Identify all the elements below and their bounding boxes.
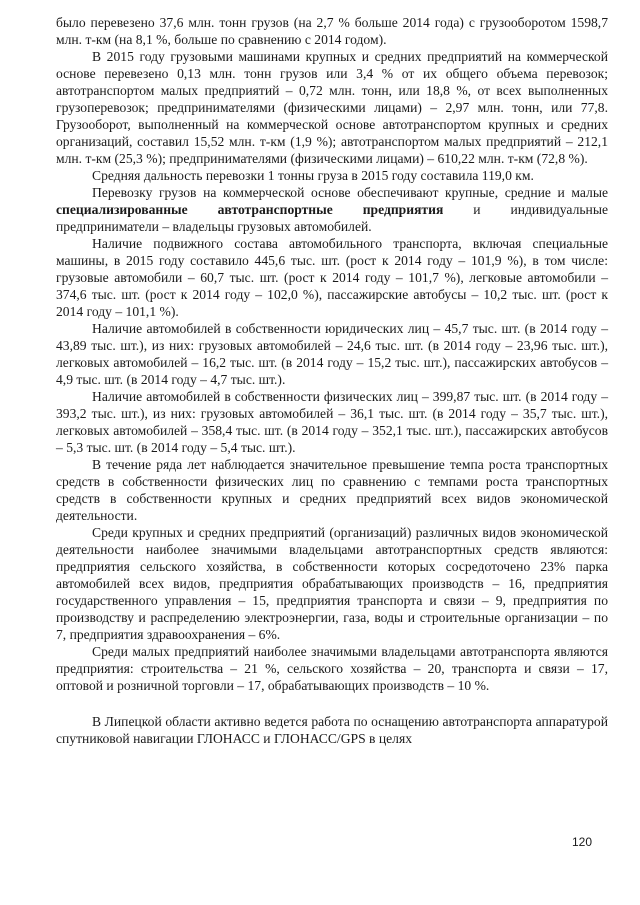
document-body [56,14,608,747]
paragraph: В 2015 году грузовыми машинами крупных и средних предприятий на коммерческой основе перевезено 0,13 млн. тонн грузов или 3,4 % от их общего объема перевозок; автотранспортом малых предприятий – 0,72 млн. тонн, или 18,8 %, от всех выполненных грузоперевозок; предпринимателями (физическими лицами) – 2,97 млн. тонн, или 77,8. Грузооборот, выполненный на коммерческой основе автотранспортом крупных и средних организаций, составил 15,52 млн. т-км (1,9 %); автотранспортом малых предприятий – 212,1 млн. т-км (25,3 %); предпринимателями (физическими лицами) – 610,22 млн. т-км (72,8 %). [56,49,608,166]
paragraph: Наличие автомобилей в собственности физических лиц – 399,87 тыс. шт. (в 2014 году – 393,2 тыс. шт.), из них: грузовых автомобилей – 36,1 тыс. шт. (в 2014 году – 35,7 тыс. шт.), легковых автомобилей – 358,4 тыс. шт. (в 2014 году – 352,1 тыс. шт.), пассажирских автобусов – 5,3 тыс. шт. (в 2014 году – 5,4 тыс. шт.). [56,389,608,455]
emphasized-term: специализированные автотранспортные предприятия [56,202,444,217]
page-number: 120 [572,835,593,849]
paragraph-text: Перевозку грузов на коммерческой основе обеспечивают крупные, средние и малые [92,185,608,200]
paragraph: Наличие автомобилей в собственности юридических лиц – 45,7 тыс. шт. (в 2014 году – 43,89 тыс. шт.), из них: грузовых автомобилей – 24,6 тыс. шт. (в 2014 году – 23,96 тыс. шт.), легковых автомобилей – 16,2 тыс. шт. (в 2014 году – 15,2 тыс. шт.), пассажирских автобусов – 4,9 тыс. шт. (в 2014 году – 4,7 тыс. шт.). [56,321,608,387]
paragraph: В течение ряда лет наблюдается значительное превышение темпа роста транспортных средств в собственности физических лиц по сравнению с темпами роста транспортных средств в собственности крупных и средних предприятий всех видов экономической деятельности. [56,457,608,523]
paragraph: Наличие подвижного состава автомобильного транспорта, включая специальные машины, в 2015 году составило 445,6 тыс. шт. (рост к 2014 году – 101,9 %), в том числе: грузовые автомобили – 60,7 тыс. шт. (рост к 2014 году – 101,7 %), легковые автомобили – 374,6 тыс. шт. (рост к 2014 году – 102,0 %), пассажирские автобусы – 10,2 тыс. шт. (рост к 2014 году – 101,1 %). [56,236,608,319]
paragraph: В Липецкой области активно ведется работа по оснащению автотранспорта аппаратурой спутниковой навигации ГЛОНАСС и ГЛОНАСС/GPS в целях [56,714,608,746]
paragraph [56,184,608,235]
paragraph: Среди крупных и средних предприятий (организаций) различных видов экономической деятельности наиболее значимыми владельцами автотранспортных средств являются: предприятия сельского хозяйства, в собственности которых сосредоточено 23% парка автомобилей всех видов, предприятия обрабатывающих производств – 16, предприятия государственного управления – 15, предприятия транспорта и связи – 9, предприятия по производству и распределению электроэнергии, газа, воды и строительные организации – по 7, предприятия здравоохранения – 6%. [56,525,608,642]
paragraph: Средняя дальность перевозки 1 тонны груза в 2015 году составила 119,0 км. [92,168,534,183]
paragraph: Среди малых предприятий наиболее значимыми владельцами автотранспорта являются предприятия: строительства – 21 %, сельского хозяйства – 20, транспорта и связи – 17, оптовой и розничной торговли – 17, обрабатывающих производств – 10 %. [56,644,608,693]
paragraph-text: и индивидуальные предприниматели – владельцы грузовых автомобилей. [56,202,608,234]
paragraph: было перевезено 37,6 млн. тонн грузов (на 2,7 % больше 2014 года) с грузооборотом 1598,7 млн. т-км (на 8,1 %, больше по сравнению с 2014 годом). [56,15,608,47]
